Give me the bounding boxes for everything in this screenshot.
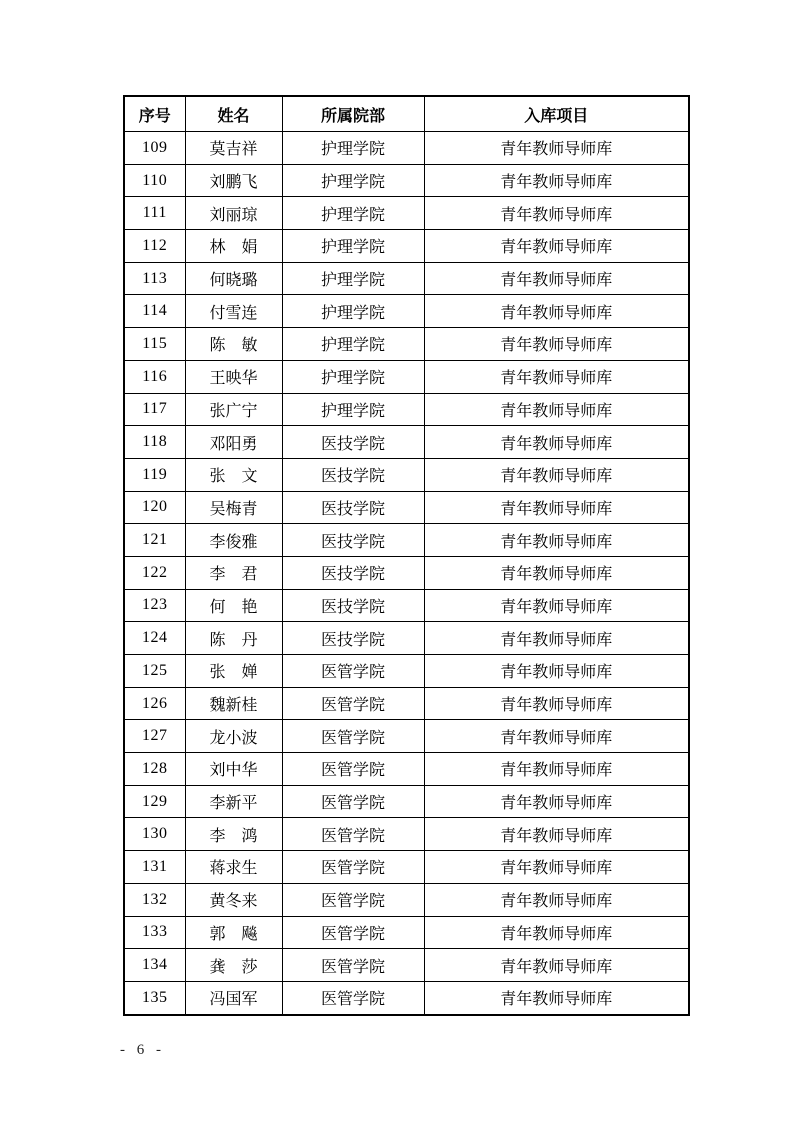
department-cell: 医技学院 [282,458,424,491]
serial-cell: 127 [124,720,185,753]
name-cell: 莫吉祥 [185,132,282,165]
department-cell: 护理学院 [282,360,424,393]
serial-cell: 113 [124,262,185,295]
project-cell: 青年教师导师库 [424,916,689,949]
table-row [124,916,689,949]
department-cell: 医技学院 [282,622,424,655]
project-cell: 青年教师导师库 [424,720,689,753]
project-cell: 青年教师导师库 [424,295,689,328]
name-cell: 陈 丹 [185,622,282,655]
name-cell: 吴梅青 [185,491,282,524]
header-cell-department: 所属院部 [282,96,424,132]
department-cell: 医管学院 [282,851,424,884]
project-cell: 青年教师导师库 [424,328,689,361]
table-row [124,785,689,818]
table-row [124,851,689,884]
department-cell: 医管学院 [282,720,424,753]
name-cell: 林 娟 [185,230,282,263]
name-cell: 李 君 [185,556,282,589]
name-cell: 黄冬来 [185,883,282,916]
roster-table [123,95,690,1016]
project-cell: 青年教师导师库 [424,524,689,557]
table-row [124,981,689,1014]
serial-cell: 125 [124,655,185,688]
name-cell: 李新平 [185,785,282,818]
table-row [124,589,689,622]
table-row [124,720,689,753]
department-cell: 护理学院 [282,295,424,328]
serial-cell: 126 [124,687,185,720]
name-cell: 刘丽琼 [185,197,282,230]
department-cell: 护理学院 [282,393,424,426]
serial-cell: 110 [124,164,185,197]
project-cell: 青年教师导师库 [424,981,689,1014]
serial-cell: 121 [124,524,185,557]
serial-cell: 117 [124,393,185,426]
project-cell: 青年教师导师库 [424,426,689,459]
project-cell: 青年教师导师库 [424,589,689,622]
serial-cell: 135 [124,981,185,1014]
department-cell: 护理学院 [282,328,424,361]
department-cell: 医管学院 [282,655,424,688]
project-cell: 青年教师导师库 [424,785,689,818]
project-cell: 青年教师导师库 [424,393,689,426]
project-cell: 青年教师导师库 [424,687,689,720]
serial-cell: 131 [124,851,185,884]
header-row [124,96,689,132]
name-cell: 冯国军 [185,981,282,1014]
department-cell: 护理学院 [282,132,424,165]
table-row [124,197,689,230]
project-cell: 青年教师导师库 [424,753,689,786]
department-cell: 医管学院 [282,818,424,851]
serial-cell: 133 [124,916,185,949]
table-row [124,687,689,720]
table-row [124,164,689,197]
table-row [124,622,689,655]
project-cell: 青年教师导师库 [424,949,689,982]
serial-cell: 132 [124,883,185,916]
footer-page-number: - 6 - [120,1042,165,1058]
department-cell: 医管学院 [282,981,424,1014]
department-cell: 医技学院 [282,426,424,459]
department-cell: 医技学院 [282,589,424,622]
header-cell-serial: 序号 [124,96,185,132]
serial-cell: 109 [124,132,185,165]
name-cell: 李 鸿 [185,818,282,851]
name-cell: 张 婵 [185,655,282,688]
project-cell: 青年教师导师库 [424,556,689,589]
name-cell: 郭 飚 [185,916,282,949]
name-cell: 蒋求生 [185,851,282,884]
table-row [124,655,689,688]
table-row [124,132,689,165]
serial-cell: 129 [124,785,185,818]
serial-cell: 118 [124,426,185,459]
serial-cell: 116 [124,360,185,393]
project-cell: 青年教师导师库 [424,655,689,688]
name-cell: 刘鹏飞 [185,164,282,197]
project-cell: 青年教师导师库 [424,197,689,230]
table-row [124,360,689,393]
table-row [124,328,689,361]
table-row [124,393,689,426]
department-cell: 医管学院 [282,883,424,916]
name-cell: 陈 敏 [185,328,282,361]
table-row [124,949,689,982]
table-row [124,262,689,295]
table-body [124,132,689,1015]
department-cell: 医技学院 [282,524,424,557]
serial-cell: 130 [124,818,185,851]
serial-cell: 128 [124,753,185,786]
serial-cell: 134 [124,949,185,982]
serial-cell: 122 [124,556,185,589]
table-row [124,230,689,263]
serial-cell: 115 [124,328,185,361]
department-cell: 医管学院 [282,753,424,786]
name-cell: 张 文 [185,458,282,491]
project-cell: 青年教师导师库 [424,851,689,884]
department-cell: 医管学院 [282,687,424,720]
table-row [124,426,689,459]
header-cell-name: 姓名 [185,96,282,132]
header-cell-project: 入库项目 [424,96,689,132]
department-cell: 护理学院 [282,164,424,197]
name-cell: 张广宁 [185,393,282,426]
project-cell: 青年教师导师库 [424,458,689,491]
serial-cell: 114 [124,295,185,328]
table-row [124,556,689,589]
serial-cell: 124 [124,622,185,655]
name-cell: 王映华 [185,360,282,393]
name-cell: 何晓璐 [185,262,282,295]
serial-cell: 112 [124,230,185,263]
name-cell: 付雪连 [185,295,282,328]
project-cell: 青年教师导师库 [424,360,689,393]
project-cell: 青年教师导师库 [424,818,689,851]
department-cell: 医管学院 [282,916,424,949]
name-cell: 龙小波 [185,720,282,753]
table-row [124,491,689,524]
department-cell: 护理学院 [282,262,424,295]
project-cell: 青年教师导师库 [424,491,689,524]
department-cell: 医管学院 [282,949,424,982]
table-row [124,818,689,851]
serial-cell: 111 [124,197,185,230]
department-cell: 医管学院 [282,785,424,818]
project-cell: 青年教师导师库 [424,883,689,916]
serial-cell: 123 [124,589,185,622]
project-cell: 青年教师导师库 [424,164,689,197]
department-cell: 医技学院 [282,556,424,589]
name-cell: 刘中华 [185,753,282,786]
name-cell: 龚 莎 [185,949,282,982]
department-cell: 护理学院 [282,230,424,263]
project-cell: 青年教师导师库 [424,262,689,295]
department-cell: 医技学院 [282,491,424,524]
table-row [124,458,689,491]
table-row [124,524,689,557]
name-cell: 邓阳勇 [185,426,282,459]
project-cell: 青年教师导师库 [424,230,689,263]
table-row [124,883,689,916]
serial-cell: 120 [124,491,185,524]
project-cell: 青年教师导师库 [424,622,689,655]
name-cell: 李俊雅 [185,524,282,557]
project-cell: 青年教师导师库 [424,132,689,165]
name-cell: 魏新桂 [185,687,282,720]
table-row [124,753,689,786]
name-cell: 何 艳 [185,589,282,622]
serial-cell: 119 [124,458,185,491]
department-cell: 护理学院 [282,197,424,230]
table-row [124,295,689,328]
